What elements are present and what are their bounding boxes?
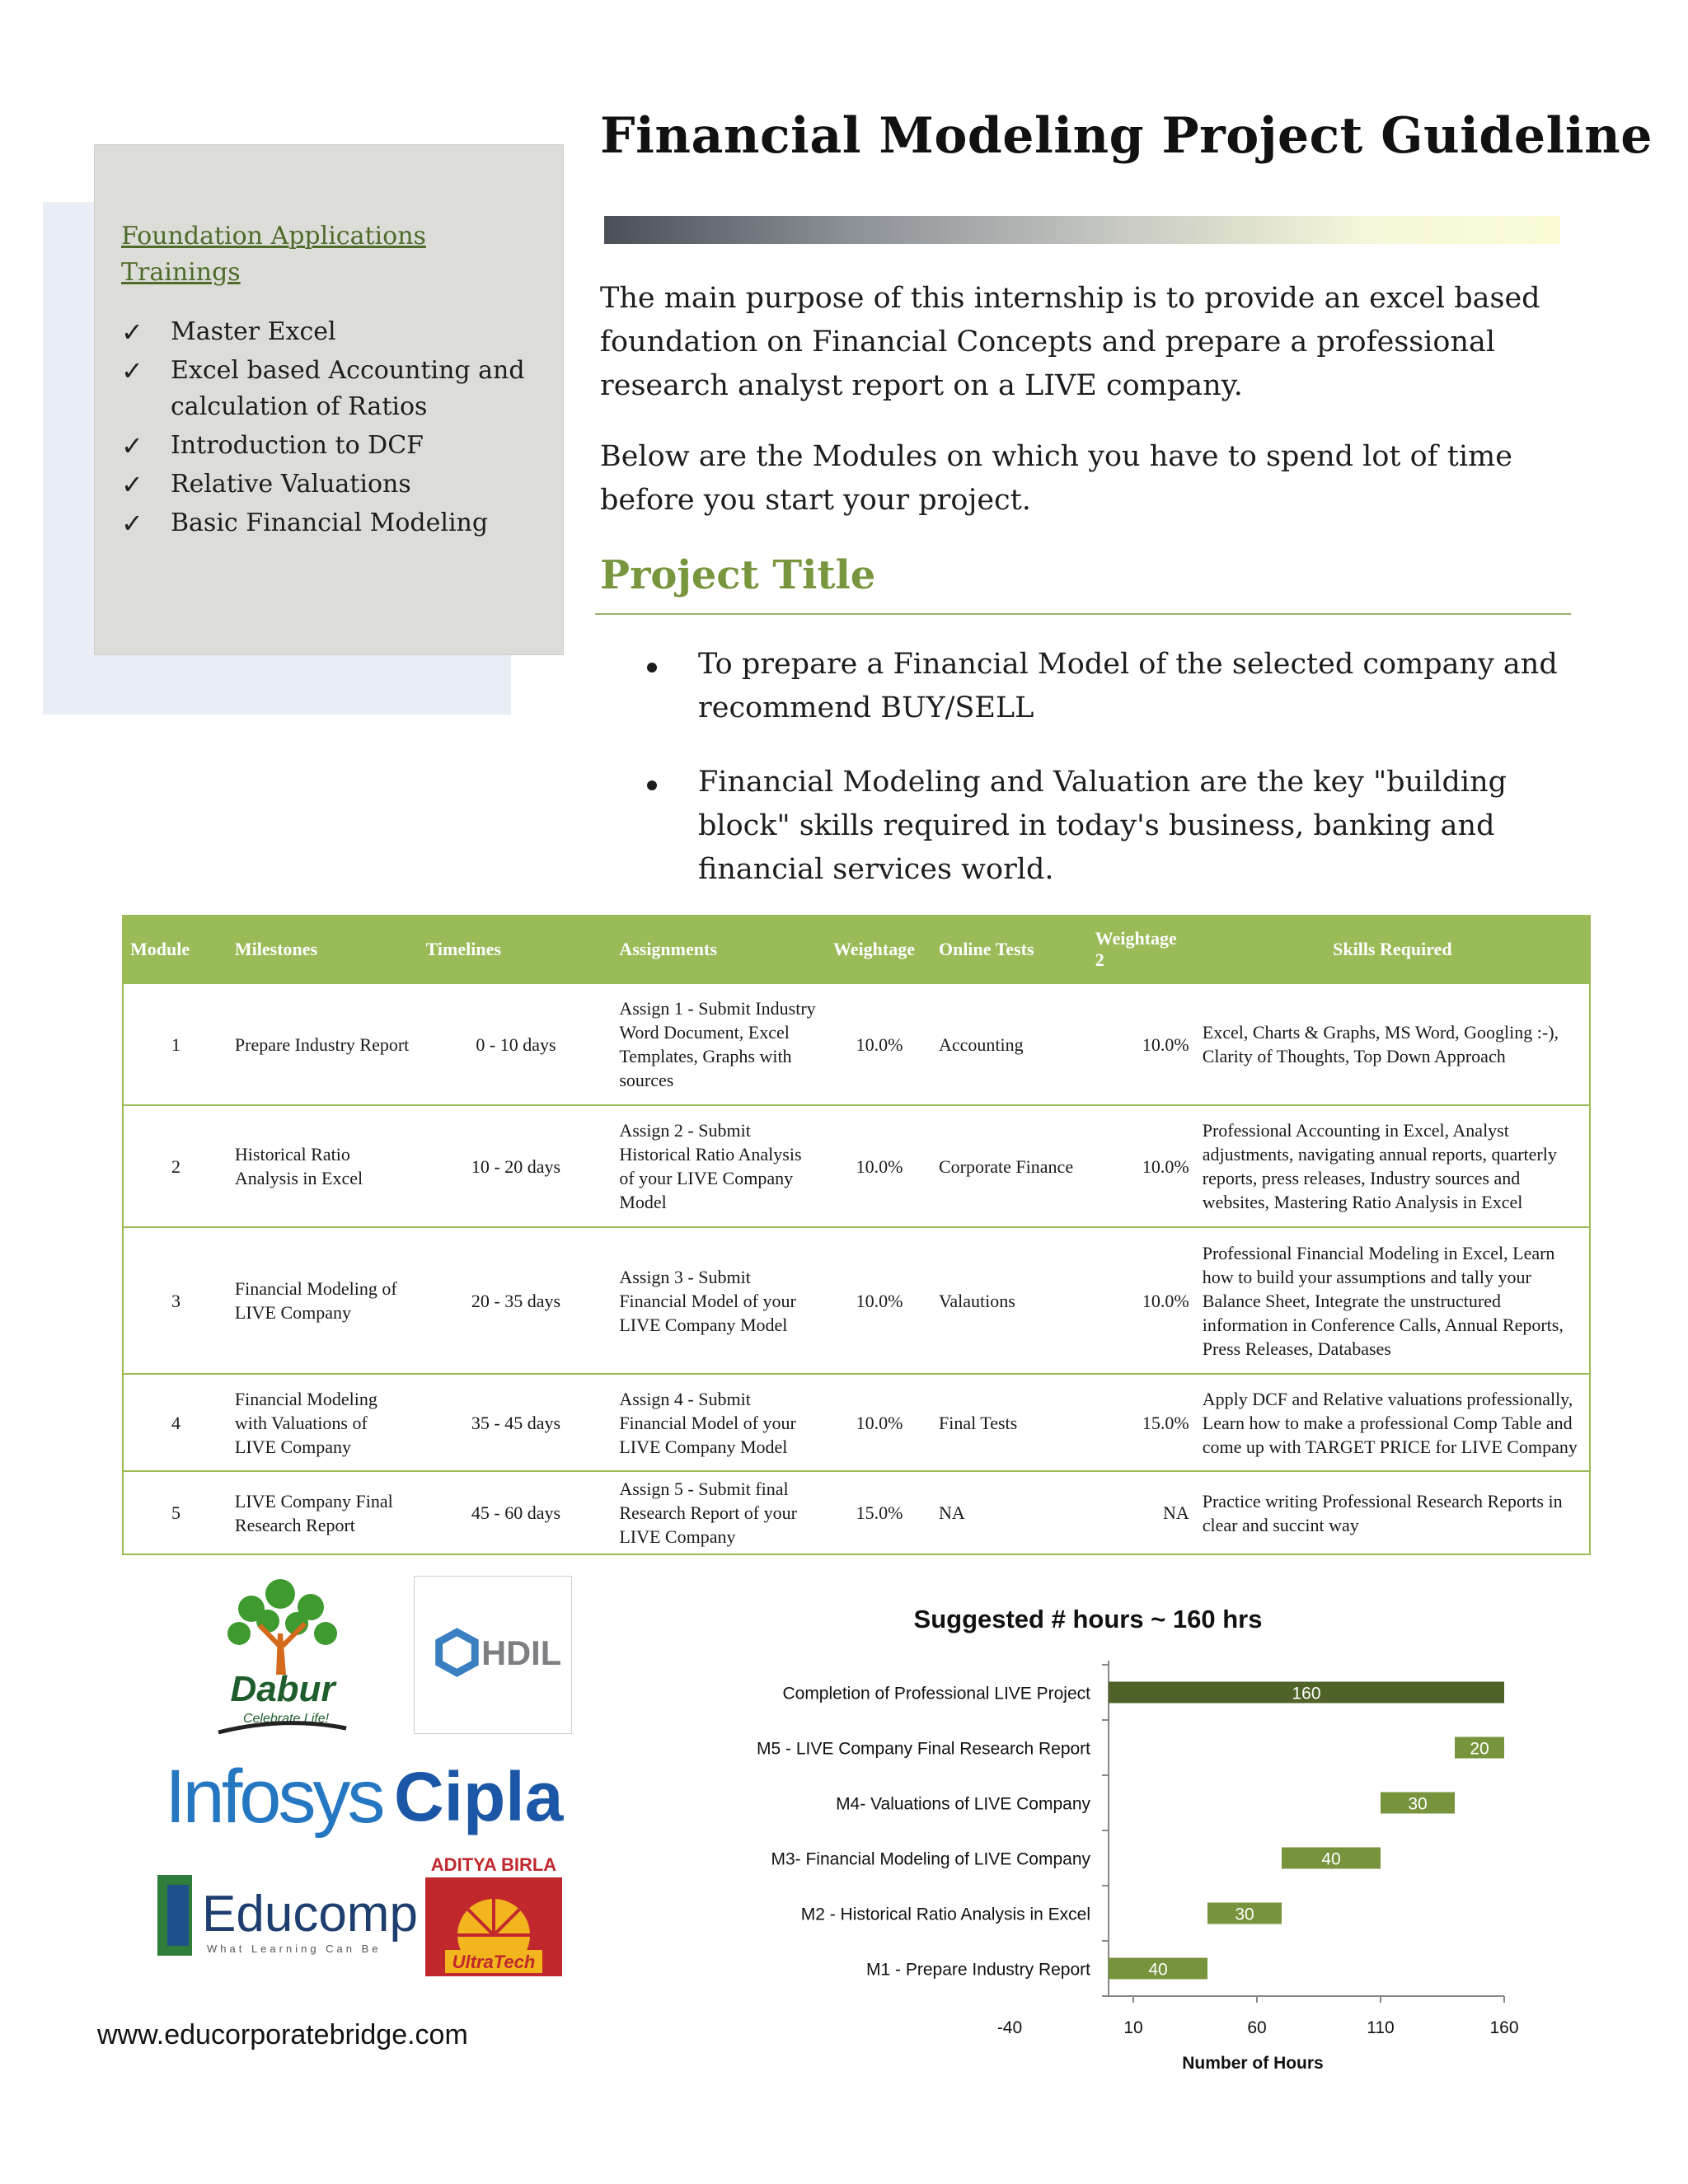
check-icon: ✓: [121, 430, 143, 462]
sidebar-item-label: Introduction to DCF: [171, 431, 424, 460]
cell-assignment: Assign 5 - Submit final Research Report of your LIVE Company: [612, 1471, 827, 1554]
sidebar-item: [121, 428, 550, 464]
cell-module: 5: [123, 1471, 228, 1554]
sidebar-item: [121, 505, 550, 541]
column-header: Weightage: [827, 916, 932, 983]
category-label: M3- Financial Modeling of LIVE Company: [771, 1849, 1090, 1869]
cell-skills: Practice writing Professional Research Reports in clear and succint way: [1196, 1471, 1590, 1554]
column-header: Online Tests: [932, 916, 1089, 983]
cell-module: 3: [123, 1227, 228, 1374]
cell-assignment: Assign 1 - Submit Industry Word Document, Excel Templates, Graphs with sources: [612, 983, 827, 1105]
page-title: Financial Modeling Project Guideline: [600, 107, 1653, 165]
intro-paragraph: The main purpose of this internship is to provide an excel based foundation on Financial Concepts and prepare a professional research analyst report on a LIVE company.: [600, 282, 1540, 402]
infosys-logo: Infosys: [165, 1755, 382, 1839]
cell-weightage-2: 10.0%: [1089, 1227, 1196, 1374]
svg-text:Celebrate Life!: Celebrate Life!: [242, 1712, 330, 1726]
column-header: Weightage 2: [1089, 916, 1196, 983]
cell-milestone: Financial Modeling with Valuations of LIVE Company: [228, 1374, 420, 1471]
aditya-birla-ultratech-logo: [420, 1853, 567, 1978]
check-icon: ✓: [121, 316, 143, 348]
cell-weightage: 10.0%: [827, 1374, 932, 1471]
cell-weightage: 15.0%: [827, 1471, 932, 1554]
cell-milestone: LIVE Company Final Research Report: [228, 1471, 420, 1554]
project-title-heading: Project Title: [600, 552, 876, 598]
cell-weightage: 10.0%: [827, 1105, 932, 1227]
cell-module: 1: [123, 983, 228, 1105]
hdil-logo: [414, 1576, 572, 1734]
dabur-logo: [210, 1576, 354, 1741]
website-url: www.educorporatebridge.com: [97, 2019, 468, 2050]
project-bullet-text: Financial Modeling and Valuation are the key "building block" skills required in today's business, banking and financial services world.: [698, 766, 1507, 886]
cell-weightage-2: 15.0%: [1089, 1374, 1196, 1471]
sidebar-list: [121, 314, 550, 541]
project-bullet: [647, 761, 1574, 892]
data-label: 20: [1470, 1739, 1489, 1759]
cell-milestone: Prepare Industry Report: [228, 983, 420, 1105]
cell-milestone: Historical Ratio Analysis in Excel: [228, 1105, 420, 1227]
cell-online-test: Valautions: [932, 1227, 1089, 1374]
cell-weightage-2: NA: [1089, 1471, 1196, 1554]
cell-skills: Professional Accounting in Excel, Analyst adjustments, navigating annual reports, quarterly reports, press releases, Industry sources and websites, Mastering Ratio Analysis in Excel: [1196, 1105, 1590, 1227]
cell-online-test: Accounting: [932, 983, 1089, 1105]
x-tick-label: -40: [996, 2018, 1023, 2037]
cell-assignment: Assign 3 - Submit Financial Model of your LIVE Company Model: [612, 1227, 827, 1374]
svg-text:Educomp: Educomp: [202, 1886, 418, 1943]
x-axis-label: Number of Hours: [1182, 2054, 1324, 2073]
category-label: M5 - LIVE Company Final Research Report: [757, 1739, 1090, 1759]
cell-module: 4: [123, 1374, 228, 1471]
cell-weightage-2: 10.0%: [1089, 1105, 1196, 1227]
bullet-icon: [647, 780, 657, 790]
cell-timeline: 0 - 10 days: [420, 983, 613, 1105]
cell-online-test: Final Tests: [932, 1374, 1089, 1471]
cell-weightage-2: 10.0%: [1089, 983, 1196, 1105]
table-header-row: [123, 916, 1590, 983]
sidebar-item: [121, 466, 550, 503]
cell-timeline: 10 - 20 days: [420, 1105, 613, 1227]
x-tick-label: 10: [1123, 2018, 1143, 2037]
project-title-divider: [595, 613, 1571, 615]
table-row: [123, 1374, 1590, 1471]
cell-online-test: Corporate Finance: [932, 1105, 1089, 1227]
sidebar-item: [121, 353, 550, 425]
cell-timeline: 20 - 35 days: [420, 1227, 613, 1374]
sidebar-heading: Foundation Applications Trainings: [121, 222, 426, 287]
project-bullet-text: To prepare a Financial Model of the selected company and recommend BUY/SELL: [698, 648, 1558, 724]
column-header: Timelines: [420, 916, 613, 983]
column-header: Module: [123, 916, 228, 983]
check-icon: ✓: [121, 508, 143, 539]
educomp-logo: [152, 1867, 418, 1966]
check-icon: ✓: [121, 355, 143, 387]
sidebar: [121, 218, 550, 544]
data-label: 40: [1321, 1849, 1341, 1869]
cell-milestone: Financial Modeling of LIVE Company: [228, 1227, 420, 1374]
x-tick-label: 60: [1247, 2018, 1267, 2037]
module-schedule-table: [122, 915, 1591, 1555]
cell-assignment: Assign 4 - Submit Financial Model of your LIVE Company Model: [612, 1374, 827, 1471]
svg-text:HDIL: HDIL: [481, 1633, 562, 1672]
cell-module: 2: [123, 1105, 228, 1227]
sidebar-item-label: Basic Financial Modeling: [171, 509, 489, 537]
cell-skills: Apply DCF and Relative valuations professionally, Learn how to make a professional Comp Table and come up with TARGET PRICE for LIVE Company: [1196, 1374, 1590, 1471]
svg-text:Dabur: Dabur: [230, 1669, 335, 1709]
svg-text:ADITYA BIRLA: ADITYA BIRLA: [430, 1854, 557, 1875]
sidebar-item-label: Relative Valuations: [171, 470, 411, 499]
data-label: 160: [1292, 1684, 1321, 1704]
chart-title: Suggested # hours ~ 160 hrs: [913, 1605, 1263, 1633]
cell-weightage: 10.0%: [827, 983, 932, 1105]
column-header: Skills Required: [1196, 916, 1590, 983]
category-label: M2 - Historical Ratio Analysis in Excel: [800, 1905, 1090, 1924]
table-row: [123, 1227, 1590, 1374]
column-header: Milestones: [228, 916, 420, 983]
sidebar-item-label: Excel based Accounting and calculation of Ratios: [171, 356, 525, 421]
bullet-icon: [647, 663, 657, 673]
category-label: M4- Valuations of LIVE Company: [836, 1794, 1090, 1814]
cell-timeline: 35 - 45 days: [420, 1374, 613, 1471]
svg-text:UltraTech: UltraTech: [452, 1952, 536, 1972]
table-row: [123, 1105, 1590, 1227]
column-header: Assignments: [612, 916, 827, 983]
sidebar-item: [121, 314, 550, 350]
cell-weightage: 10.0%: [827, 1227, 932, 1374]
cell-timeline: 45 - 60 days: [420, 1471, 613, 1554]
category-label: Completion of Professional LIVE Project: [782, 1684, 1090, 1704]
modules-paragraph: Below are the Modules on which you have to spend lot of time before you start your project.: [600, 440, 1512, 517]
cell-online-test: NA: [932, 1471, 1089, 1554]
cell-assignment: Assign 2 - Submit Historical Ratio Analysis of your LIVE Company Model: [612, 1105, 827, 1227]
x-tick-label: 160: [1489, 2018, 1519, 2037]
cipla-logo: Cipla: [394, 1758, 564, 1835]
cell-skills: Excel, Charts & Graphs, MS Word, Googling :-), Clarity of Thoughts, Top Down Approach: [1196, 983, 1590, 1105]
data-label: 30: [1408, 1794, 1428, 1814]
sidebar-item-label: Master Excel: [171, 317, 336, 346]
data-label: 30: [1235, 1905, 1254, 1924]
x-tick-label: 110: [1367, 2018, 1395, 2037]
suggested-hours-chart: [725, 1599, 1566, 2093]
project-bullet: [647, 643, 1574, 730]
category-label: M1 - Prepare Industry Report: [866, 1960, 1090, 1980]
svg-text:What Learning Can Be: What Learning Can Be: [207, 1943, 382, 1955]
table-row: [123, 983, 1590, 1105]
hdil-mark-icon: [415, 1577, 571, 1733]
check-icon: ✓: [121, 469, 143, 500]
data-label: 40: [1148, 1960, 1168, 1980]
title-divider: [604, 216, 1560, 244]
cell-skills: Professional Financial Modeling in Excel, Learn how to build your assumptions and tally your Balance Sheet, Integrate the unstructured information in Conference Calls, Annual Reports, Press Releases, Databases: [1196, 1227, 1590, 1374]
table-row: [123, 1471, 1590, 1554]
